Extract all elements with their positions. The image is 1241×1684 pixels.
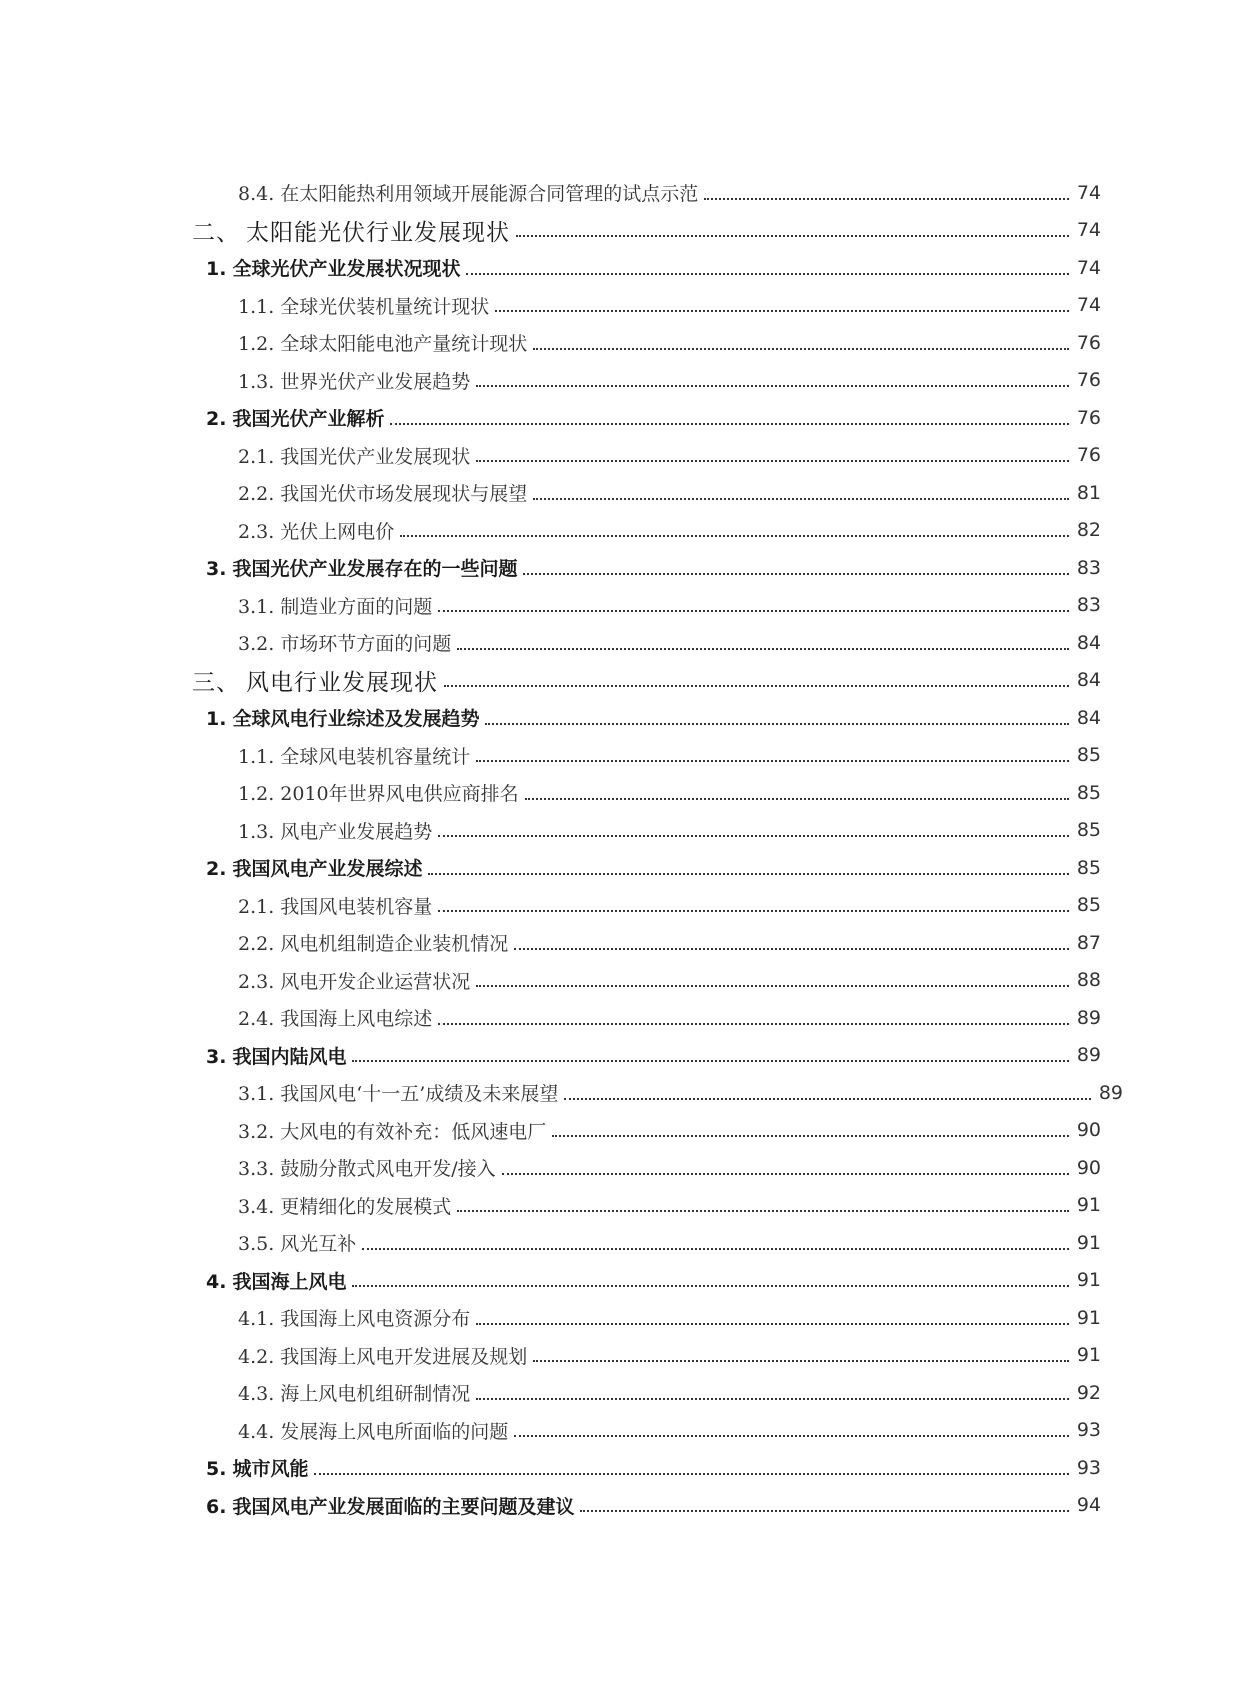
toc-entry-title bbox=[238, 367, 476, 394]
toc-entry-number: 6. bbox=[206, 1495, 227, 1518]
toc-page-number: 91 bbox=[1076, 1231, 1101, 1254]
toc-page-number: 90 bbox=[1076, 1119, 1101, 1142]
toc-entry-text: 风光互补 bbox=[280, 1233, 357, 1256]
toc-entry-text: 2010年世界风电供应商排名 bbox=[280, 783, 519, 806]
toc-entry-section[interactable] bbox=[0, 699, 1241, 737]
toc-entry-title bbox=[238, 1117, 552, 1144]
toc-dot-leader bbox=[523, 549, 1068, 587]
toc-dot-leader bbox=[552, 1112, 1069, 1150]
toc-entry-number: 4. bbox=[206, 1270, 227, 1293]
toc-entry-title bbox=[238, 929, 514, 956]
toc-entry-number: 1.3. bbox=[238, 370, 275, 393]
toc-entry-text: 在太阳能热利用领域开展能源合同管理的试点示范 bbox=[280, 183, 699, 206]
toc-entry-title bbox=[238, 1342, 533, 1369]
toc-page-number: 85 bbox=[1076, 819, 1101, 842]
toc-page-number: 74 bbox=[1076, 294, 1101, 317]
toc-entry-sub[interactable] bbox=[0, 774, 1241, 812]
toc-page-number: 74 bbox=[1076, 181, 1101, 204]
toc-dot-leader bbox=[438, 812, 1069, 850]
toc-dot-leader bbox=[476, 737, 1069, 775]
toc-entry-sub[interactable] bbox=[0, 624, 1241, 662]
toc-entry-number: 2. bbox=[206, 858, 227, 881]
toc-entry-text: 我国海上风电开发进展及规划 bbox=[280, 1345, 528, 1368]
toc-entry-number: 3. bbox=[206, 1045, 227, 1068]
toc-entry-number: 二、 bbox=[192, 219, 240, 246]
toc-page-number: 76 bbox=[1076, 369, 1101, 392]
toc-dot-leader bbox=[314, 1449, 1068, 1487]
toc-entry-sub[interactable] bbox=[0, 587, 1241, 625]
toc-entry-number: 2.4. bbox=[238, 1008, 275, 1031]
toc-entry-number: 2. bbox=[206, 408, 227, 431]
toc-entry-text: 城市风能 bbox=[232, 1458, 309, 1481]
toc-entry-title bbox=[206, 1454, 314, 1481]
toc-entry-title bbox=[238, 892, 438, 919]
toc-entry-number: 3.2. bbox=[238, 633, 275, 656]
toc-entry-text: 风电产业发展趋势 bbox=[280, 820, 433, 843]
toc-entry-sub[interactable] bbox=[0, 1112, 1241, 1150]
toc-page-number: 84 bbox=[1076, 669, 1101, 692]
toc-entry-title bbox=[238, 1417, 514, 1444]
toc-page-number: 87 bbox=[1076, 931, 1101, 954]
toc-entry-title bbox=[238, 1379, 476, 1406]
toc-entry-text: 我国光伏产业解析 bbox=[232, 408, 385, 431]
toc-entry-text: 我国海上风电 bbox=[232, 1270, 347, 1293]
toc-entry-chapter[interactable] bbox=[0, 662, 1241, 700]
toc-entry-number: 5. bbox=[206, 1458, 227, 1481]
toc-entry-text: 我国海上风电综述 bbox=[280, 1008, 433, 1031]
toc-entry-text: 光伏上网电价 bbox=[280, 520, 395, 543]
toc-entry-text: 世界光伏产业发展趋势 bbox=[280, 370, 471, 393]
toc-entry-number: 2.3. bbox=[238, 970, 275, 993]
toc-entry-number: 4.3. bbox=[238, 1383, 275, 1406]
toc-page-number: 91 bbox=[1076, 1269, 1101, 1292]
toc-entry-title bbox=[206, 1492, 580, 1519]
toc-entry-number: 三、 bbox=[192, 669, 240, 696]
toc-page-number: 74 bbox=[1076, 256, 1101, 279]
toc-entry-number: 3.1. bbox=[238, 1083, 275, 1106]
toc-dot-leader bbox=[444, 662, 1069, 700]
toc-dot-leader bbox=[495, 287, 1069, 325]
toc-entry-sub[interactable] bbox=[0, 999, 1241, 1037]
toc-entry-title bbox=[206, 254, 466, 281]
toc-page-number: 84 bbox=[1076, 631, 1101, 654]
toc-entry-number: 4.4. bbox=[238, 1420, 275, 1443]
toc-entry-text: 我国风电产业发展综述 bbox=[232, 858, 423, 881]
toc-entry-section[interactable] bbox=[0, 1037, 1241, 1075]
toc-dot-leader bbox=[533, 474, 1069, 512]
toc-page-number: 91 bbox=[1076, 1194, 1101, 1217]
toc-entry-text: 我国风电装机容量 bbox=[280, 895, 433, 918]
toc-dot-leader bbox=[502, 1149, 1069, 1187]
toc-entry-sub[interactable] bbox=[0, 737, 1241, 775]
toc-entry-number: 1.1. bbox=[238, 745, 275, 768]
toc-entry-number: 2.1. bbox=[238, 895, 275, 918]
toc-entry-sub[interactable] bbox=[0, 324, 1241, 362]
toc-entry-title bbox=[238, 779, 525, 806]
toc-page-number: 91 bbox=[1076, 1306, 1101, 1329]
toc-entry-title bbox=[238, 1004, 438, 1031]
toc-entry-title bbox=[238, 292, 495, 319]
toc-entry-sub[interactable] bbox=[0, 174, 1241, 212]
toc-dot-leader bbox=[516, 212, 1069, 250]
toc-page-number: 83 bbox=[1076, 594, 1101, 617]
toc-page-number: 94 bbox=[1076, 1494, 1101, 1517]
toc-entry-text: 鼓励分散式风电开发/接入 bbox=[280, 1158, 496, 1181]
toc-entry-sub[interactable] bbox=[0, 812, 1241, 850]
toc-dot-leader bbox=[438, 999, 1069, 1037]
toc-entry-text: 我国光伏产业发展存在的一些问题 bbox=[232, 558, 518, 581]
toc-entry-sub[interactable] bbox=[0, 437, 1241, 475]
toc-entry-title bbox=[206, 404, 390, 431]
toc-entry-section[interactable] bbox=[0, 1262, 1241, 1300]
toc-dot-leader bbox=[564, 1074, 1090, 1112]
toc-entry-section[interactable] bbox=[0, 1449, 1241, 1487]
toc-page-number: 90 bbox=[1076, 1156, 1101, 1179]
toc-entry-title bbox=[238, 742, 476, 769]
toc-page-number: 85 bbox=[1076, 856, 1101, 879]
toc-entry-number: 3.5. bbox=[238, 1233, 275, 1256]
toc-entry-title bbox=[206, 854, 428, 881]
toc-entry-number: 2.2. bbox=[238, 483, 275, 506]
toc-entry-section[interactable] bbox=[0, 849, 1241, 887]
toc-entry-title bbox=[238, 1079, 564, 1106]
toc-page-number: 84 bbox=[1076, 706, 1101, 729]
table-of-contents bbox=[0, 174, 1241, 1524]
toc-dot-leader bbox=[390, 399, 1068, 437]
toc-entry-title bbox=[206, 554, 523, 581]
toc-entry-title bbox=[238, 442, 476, 469]
toc-entry-text: 我国海上风电资源分布 bbox=[280, 1308, 471, 1331]
toc-entry-sub[interactable] bbox=[0, 474, 1241, 512]
toc-page-number: 89 bbox=[1076, 1044, 1101, 1067]
toc-entry-title bbox=[192, 664, 444, 697]
toc-dot-leader bbox=[476, 962, 1069, 1000]
toc-page-number: 85 bbox=[1076, 744, 1101, 767]
toc-entry-title bbox=[238, 1304, 476, 1331]
toc-entry-section[interactable] bbox=[0, 399, 1241, 437]
toc-entry-sub[interactable] bbox=[0, 1149, 1241, 1187]
toc-page-number: 76 bbox=[1076, 406, 1101, 429]
toc-entry-sub[interactable] bbox=[0, 1337, 1241, 1375]
toc-page-number: 92 bbox=[1076, 1381, 1101, 1404]
toc-dot-leader bbox=[476, 437, 1069, 475]
toc-dot-leader bbox=[525, 774, 1069, 812]
toc-entry-text: 风电开发企业运营状况 bbox=[280, 970, 471, 993]
toc-entry-number: 2.2. bbox=[238, 933, 275, 956]
toc-entry-text: 风电机组制造企业装机情况 bbox=[280, 933, 509, 956]
toc-entry-text: 海上风电机组研制情况 bbox=[280, 1383, 471, 1406]
toc-entry-title bbox=[238, 817, 438, 844]
toc-entry-text: 我国风电‘十一五’成绩及未来展望 bbox=[280, 1083, 559, 1106]
toc-entry-sub[interactable] bbox=[0, 887, 1241, 925]
toc-entry-text: 全球风电装机容量统计 bbox=[280, 745, 471, 768]
toc-entry-title bbox=[238, 1154, 502, 1181]
toc-dot-leader bbox=[438, 587, 1069, 625]
toc-page-number: 85 bbox=[1076, 781, 1101, 804]
toc-entry-text: 我国光伏产业发展现状 bbox=[280, 445, 471, 468]
toc-entry-number: 3.1. bbox=[238, 595, 275, 618]
toc-dot-leader bbox=[352, 1037, 1068, 1075]
toc-entry-section[interactable] bbox=[0, 549, 1241, 587]
toc-page-number: 93 bbox=[1076, 1419, 1101, 1442]
toc-entry-number: 2.1. bbox=[238, 445, 275, 468]
toc-page-number: 82 bbox=[1076, 519, 1101, 542]
toc-page-number: 88 bbox=[1076, 969, 1101, 992]
toc-entry-number: 1.2. bbox=[238, 333, 275, 356]
toc-entry-number: 4.2. bbox=[238, 1345, 275, 1368]
toc-entry-sub[interactable] bbox=[0, 924, 1241, 962]
toc-dot-leader bbox=[466, 249, 1068, 287]
toc-entry-number: 3.3. bbox=[238, 1158, 275, 1181]
toc-entry-number: 2.3. bbox=[238, 520, 275, 543]
toc-entry-text: 全球光伏产业发展状况现状 bbox=[232, 258, 461, 281]
toc-page-number: 89 bbox=[1098, 1081, 1123, 1104]
toc-entry-text: 市场环节方面的问题 bbox=[280, 633, 452, 656]
toc-entry-chapter[interactable] bbox=[0, 212, 1241, 250]
toc-entry-title bbox=[238, 592, 438, 619]
toc-dot-leader bbox=[580, 1487, 1068, 1525]
toc-page-number: 91 bbox=[1076, 1344, 1101, 1367]
toc-entry-sub[interactable] bbox=[0, 962, 1241, 1000]
toc-entry-number: 1. bbox=[206, 708, 227, 731]
toc-entry-title bbox=[206, 1267, 352, 1294]
toc-dot-leader bbox=[457, 1187, 1069, 1225]
toc-entry-sub[interactable] bbox=[0, 362, 1241, 400]
toc-dot-leader bbox=[400, 512, 1069, 550]
toc-page-number: 74 bbox=[1076, 219, 1101, 242]
toc-entry-number: 3.4. bbox=[238, 1195, 275, 1218]
toc-dot-leader bbox=[438, 887, 1069, 925]
toc-page-number: 76 bbox=[1076, 444, 1101, 467]
toc-entry-title bbox=[238, 629, 457, 656]
toc-entry-number: 8.4. bbox=[238, 183, 275, 206]
toc-entry-text: 全球太阳能电池产量统计现状 bbox=[280, 333, 528, 356]
toc-entry-sub[interactable] bbox=[0, 512, 1241, 550]
toc-entry-number: 1.2. bbox=[238, 783, 275, 806]
toc-dot-leader bbox=[476, 1299, 1069, 1337]
toc-entry-sub[interactable] bbox=[0, 1224, 1241, 1262]
toc-entry-title bbox=[238, 1229, 362, 1256]
toc-dot-leader bbox=[457, 624, 1069, 662]
toc-page-number: 81 bbox=[1076, 481, 1101, 504]
toc-entry-text: 制造业方面的问题 bbox=[280, 595, 433, 618]
toc-entry-title bbox=[238, 1192, 457, 1219]
toc-entry-text: 大风电的有效补充：低风速电厂 bbox=[280, 1120, 547, 1143]
toc-entry-number: 3. bbox=[206, 558, 227, 581]
toc-entry-title bbox=[238, 329, 533, 356]
toc-entry-sub[interactable] bbox=[0, 1299, 1241, 1337]
toc-entry-title bbox=[238, 179, 704, 206]
toc-entry-sub[interactable] bbox=[0, 1412, 1241, 1450]
toc-page-number: 83 bbox=[1076, 556, 1101, 579]
toc-page-number: 89 bbox=[1076, 1006, 1101, 1029]
toc-entry-number: 1.1. bbox=[238, 295, 275, 318]
toc-dot-leader bbox=[533, 324, 1069, 362]
toc-entry-text: 全球风电行业综述及发展趋势 bbox=[232, 708, 480, 731]
toc-entry-text: 太阳能光伏行业发展现状 bbox=[246, 219, 510, 246]
toc-entry-text: 风电行业发展现状 bbox=[246, 669, 438, 696]
toc-dot-leader bbox=[352, 1262, 1068, 1300]
toc-entry-text: 我国光伏市场发展现状与展望 bbox=[280, 483, 528, 506]
toc-entry-sub[interactable] bbox=[0, 287, 1241, 325]
toc-entry-number: 4.1. bbox=[238, 1308, 275, 1331]
toc-entry-text: 更精细化的发展模式 bbox=[280, 1195, 452, 1218]
toc-page-number: 76 bbox=[1076, 331, 1101, 354]
toc-entry-number: 1. bbox=[206, 258, 227, 281]
toc-entry-text: 发展海上风电所面临的问题 bbox=[280, 1420, 509, 1443]
toc-dot-leader bbox=[476, 362, 1069, 400]
toc-page-number: 93 bbox=[1076, 1456, 1101, 1479]
toc-entry-title bbox=[238, 517, 400, 544]
toc-entry-text: 全球光伏装机量统计现状 bbox=[280, 295, 490, 318]
toc-entry-title bbox=[238, 967, 476, 994]
toc-dot-leader bbox=[514, 1412, 1069, 1450]
toc-dot-leader bbox=[428, 849, 1068, 887]
toc-dot-leader bbox=[514, 924, 1069, 962]
toc-entry-text: 我国风电产业发展面临的主要问题及建议 bbox=[232, 1495, 575, 1518]
toc-entry-number: 3.2. bbox=[238, 1120, 275, 1143]
toc-entry-title bbox=[206, 704, 485, 731]
toc-entry-section[interactable] bbox=[0, 1487, 1241, 1525]
toc-dot-leader bbox=[476, 1374, 1069, 1412]
toc-entry-title bbox=[238, 479, 533, 506]
toc-dot-leader bbox=[704, 174, 1069, 212]
toc-dot-leader bbox=[362, 1224, 1069, 1262]
toc-dot-leader bbox=[485, 699, 1068, 737]
toc-entry-sub[interactable] bbox=[0, 1374, 1241, 1412]
toc-entry-sub[interactable] bbox=[0, 1074, 1241, 1112]
toc-page-number: 85 bbox=[1076, 894, 1101, 917]
toc-entry-sub[interactable] bbox=[0, 1187, 1241, 1225]
toc-entry-title bbox=[192, 214, 516, 247]
toc-entry-title bbox=[206, 1042, 352, 1069]
toc-entry-number: 1.3. bbox=[238, 820, 275, 843]
toc-entry-text: 我国内陆风电 bbox=[232, 1045, 347, 1068]
toc-dot-leader bbox=[533, 1337, 1069, 1375]
toc-entry-section[interactable] bbox=[0, 249, 1241, 287]
